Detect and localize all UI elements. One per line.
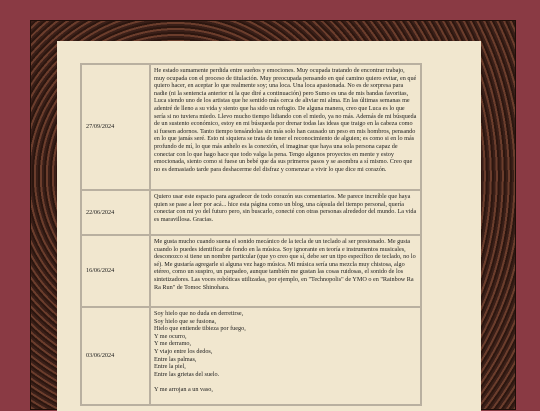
poem-line: Entre las palmas, <box>154 355 197 363</box>
table-row <box>81 64 421 190</box>
content-paper <box>57 41 481 411</box>
entry-date: 16/06/2024 <box>81 235 150 307</box>
table-row <box>81 235 421 307</box>
poem-line: Y me ocurro, <box>154 332 187 340</box>
poem-line: Y viajo entre los dedos, <box>154 347 213 355</box>
poem-line: Entre las grietas del suelo. <box>154 370 220 378</box>
poem-line: Entre la piel, <box>154 363 186 371</box>
table-row <box>81 307 421 405</box>
poem-line: Soy hielo que no duda en derretirse, <box>154 310 244 317</box>
entry-text: Me gusta mucho cuando suena el sonido mecánico de la tecla de un teclado al ser presionado. Me gusta cuando lo puedes identificar de fondo en la música. Soy ignorante en teoría e instrumentos musicales, desconozco si tiene un nombre particular (que yo creo que sí, debe ser un tipo específico de teclado, no lo sé). Me gustaría agregarle si alguna vez hago música. Mi música sería una mezcla muy chistosa, algo etéreo, como un suspiro, un parpadeo, aunque también me gustan las cosas ruidosas, el sonido de los sintetizadores. Las voces robóticas utilizadas, por ejemplo, en "Technopolis" de YMO o en "Rainbow Ra Ra Run" de Tomoc Shinohara. <box>150 235 421 307</box>
table-row <box>81 190 421 235</box>
entry-date: 22/06/2024 <box>81 190 150 235</box>
poem-line: Y me arrojan a un vaso, <box>154 385 213 393</box>
poem-line <box>154 378 417 386</box>
poem-line: Hielo que entiende tibieza por fuego, <box>154 325 246 333</box>
journal-table <box>80 63 422 406</box>
entry-poem <box>150 307 421 405</box>
entry-date: 27/09/2024 <box>81 64 150 190</box>
poem-line: Soy hielo que se fusiona, <box>154 317 217 325</box>
entry-text: Quiero usar este espacio para agradecer de todo corazón sus comentarios. Me parece increíble que haya quien se pase a leer por acá... hice esta página como un blog, una cápsula del tiempo personal, quería conectar con mi yo del futuro pero, sin buscarlo, conecté con otras personas alrededor del mundo. La vida es maravillosa. Gracias. <box>150 190 421 235</box>
entry-date: 03/06/2024 <box>81 307 150 405</box>
poem-line: Y me derramo, <box>154 340 192 348</box>
entry-text: He estado sumamente perdida entre sueños y emociones. Muy ocupada tratando de encontrar trabajo, muy ocupada con el proceso de titulación. Muy preocupada pensando en qué camino quiero evitar, en qué quiero hacer, en aceptar lo que realmente soy; una loca. Una loca apasionada. No es de sorpresa para nadie (ni la sentencia anterior ni la que diré a continuación) pero Sumo es una de mis bandas favoritas, Luca siendo uno de los artistas que he sentido más cerca de aliviar mi alma. En las últimas semanas me adentré de lleno a su vida y siento que ha sido un refugio. De alguna manera, creo que Luca es lo que sería si no tuviera miedo. Llevo mucho tiempo lidiando con el miedo, ya no más. Además de mi búsqueda de un sustento económico, estoy en mi búsqueda por drenar todas las ideas que traigo en la cabeza como si fuesen adornos. Tanto tiempo tensándolas sin más solo han causado un peso en mis hombros, pensando en lo que jamás seré. Esto ni siquiera se trata de tener el reconocimiento de alguien; es como si en lo más profundo de mí, lo que más anhelo es la conexión, el imaginar que haya una sola persona capaz de conectar con lo que hago hace que todo valga la pena. Tengo algunos proyectos en mente y estoy emocionada, siento como si fuese un bebé que da sus primeros pasos y se asombra a sí mismo. Creo que no es demasiado tarde para deshacerme del disfraz y comenzar a vivir lo que dice mi corazón. <box>150 64 421 190</box>
